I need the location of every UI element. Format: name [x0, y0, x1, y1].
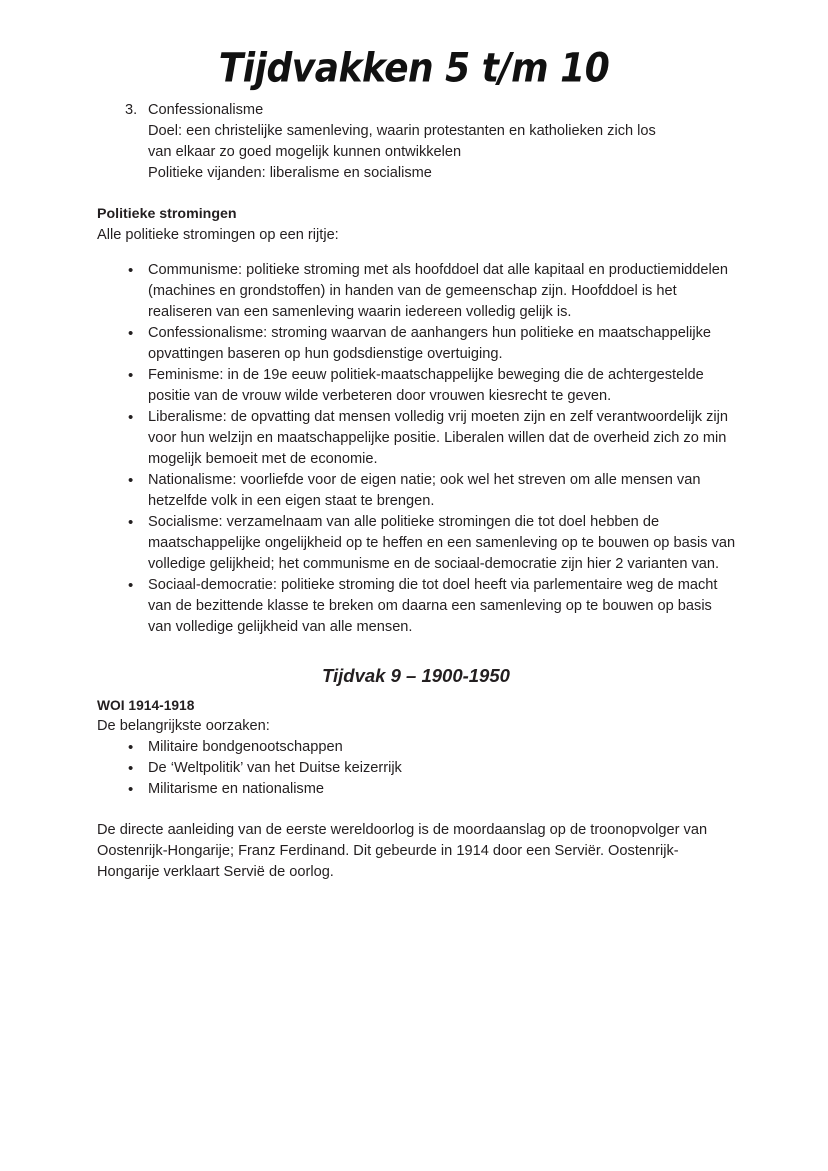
- list-item: [97, 100, 737, 184]
- section-heading-politieke-stromingen: Politieke stromingen: [97, 206, 237, 222]
- list-item: [97, 470, 737, 512]
- woi-causes-bullet-list: [97, 737, 737, 800]
- list-item-label: Sociaal-democratie: politieke stroming die tot doel heeft via parlementaire weg de macht van de bezittende klasse te breken om daarna een samenleving op te bouwen op basis van volledige gelijkheid van alle mensen.: [148, 577, 718, 635]
- list-item: [97, 737, 737, 758]
- list-item-label: Militarisme en nationalisme: [148, 781, 325, 797]
- section-heading-tijdvak-9: Tijdvak 9 – 1900-1950: [322, 665, 510, 686]
- list-item: [97, 323, 737, 365]
- bullet-icon: •: [128, 472, 134, 489]
- page-title: Tijdvakken 5 t/m 10: [218, 45, 610, 92]
- numbered-list: [97, 100, 737, 184]
- spacer: [97, 688, 737, 696]
- list-item-line: Doel: een christelijke samenleving, waarin protestanten en katholieken zich los: [148, 123, 656, 139]
- list-item: [97, 779, 737, 800]
- closing-paragraph: De directe aanleiding van de eerste wereldoorlog is de moordaanslag op de troonopvolger van Oostenrijk-Hongarije; Franz Ferdinand. Dit gebeurde in 1914 door een Serviër. Oostenrijk-Hongarije verklaart Servië de oorlog.: [97, 822, 708, 880]
- list-item: [97, 407, 737, 470]
- bullet-icon: •: [128, 325, 134, 342]
- list-item-line: Politieke vijanden: liberalisme en socialisme: [148, 165, 432, 181]
- list-item-label: Confessionalisme: stroming waarvan de aanhangers hun politieke en maatschappelijke opvattingen baseren op hun godsdienstige overtuiging.: [148, 325, 711, 362]
- document-body: [97, 100, 737, 883]
- list-item-heading: Confessionalisme: [148, 102, 264, 118]
- list-item-label: Communisme: politieke stroming met als hoofddoel dat alle kapitaal en productiemiddelen (machines en grondstoffen) in handen van de gemeenschap zijn. Hoofddoel is het realiseren van een samenleving waarin iedereen volledig gelijk is.: [148, 262, 729, 320]
- bullet-icon: •: [128, 781, 134, 798]
- list-item-label: Feminisme: in de 19e eeuw politiek-maatschappelijke beweging die de achtergestelde positie van de vrouw wilde verbeteren door vrouwen kiesrecht te geven.: [148, 367, 704, 404]
- list-item: [97, 365, 737, 407]
- bullet-icon: •: [128, 367, 134, 384]
- list-item-line: van elkaar zo goed mogelijk kunnen ontwikkelen: [148, 144, 462, 160]
- bullet-icon: •: [128, 760, 134, 777]
- bullet-icon: •: [128, 409, 134, 426]
- list-item: [97, 575, 737, 638]
- list-item-label: Socialisme: verzamelnaam van alle politieke stromingen die tot doel hebben de maatschappelijke ongelijkheid op te heffen en een samenleving op te bouwen op basis van volledige gelijkheid; het communisme en de sociaal-democratie zijn hier 2 varianten van.: [148, 514, 736, 572]
- bullet-icon: •: [128, 577, 134, 594]
- bullet-icon: •: [128, 739, 134, 756]
- bullet-icon: •: [128, 514, 134, 531]
- bullet-icon: •: [128, 262, 134, 279]
- section-intro-politieke-stromingen: Alle politieke stromingen op een rijtje:: [97, 227, 339, 243]
- spacer: [97, 638, 737, 664]
- list-item-label: Liberalisme: de opvatting dat mensen volledig vrij moeten zijn en zelf verantwoordelijk zijn voor hun welzijn en maatschappelijke positie. Liberalen willen dat de overheid zich zo min mogelijk bemoeit met de economie.: [148, 409, 728, 467]
- causes-intro: De belangrijkste oorzaken:: [97, 718, 270, 734]
- list-item-content: [148, 100, 737, 184]
- spacer: [97, 184, 737, 204]
- politieke-stromingen-bullet-list: [97, 260, 737, 638]
- list-item: [97, 260, 737, 323]
- list-item-label: De ‘Weltpolitik’ van het Duitse keizerrijk: [148, 760, 402, 776]
- list-item-number: 3.: [125, 102, 138, 118]
- list-item-label: Nationalisme: voorliefde voor de eigen natie; ook wel het streven om alle mensen van hetzelfde volk in een eigen staat te brengen.: [148, 472, 701, 509]
- list-item: [97, 758, 737, 779]
- spacer: [97, 246, 737, 260]
- spacer: [97, 800, 737, 820]
- list-item: [97, 512, 737, 575]
- subsection-heading-woi: WOI 1914-1918: [97, 698, 195, 713]
- list-item-label: Militaire bondgenootschappen: [148, 739, 343, 755]
